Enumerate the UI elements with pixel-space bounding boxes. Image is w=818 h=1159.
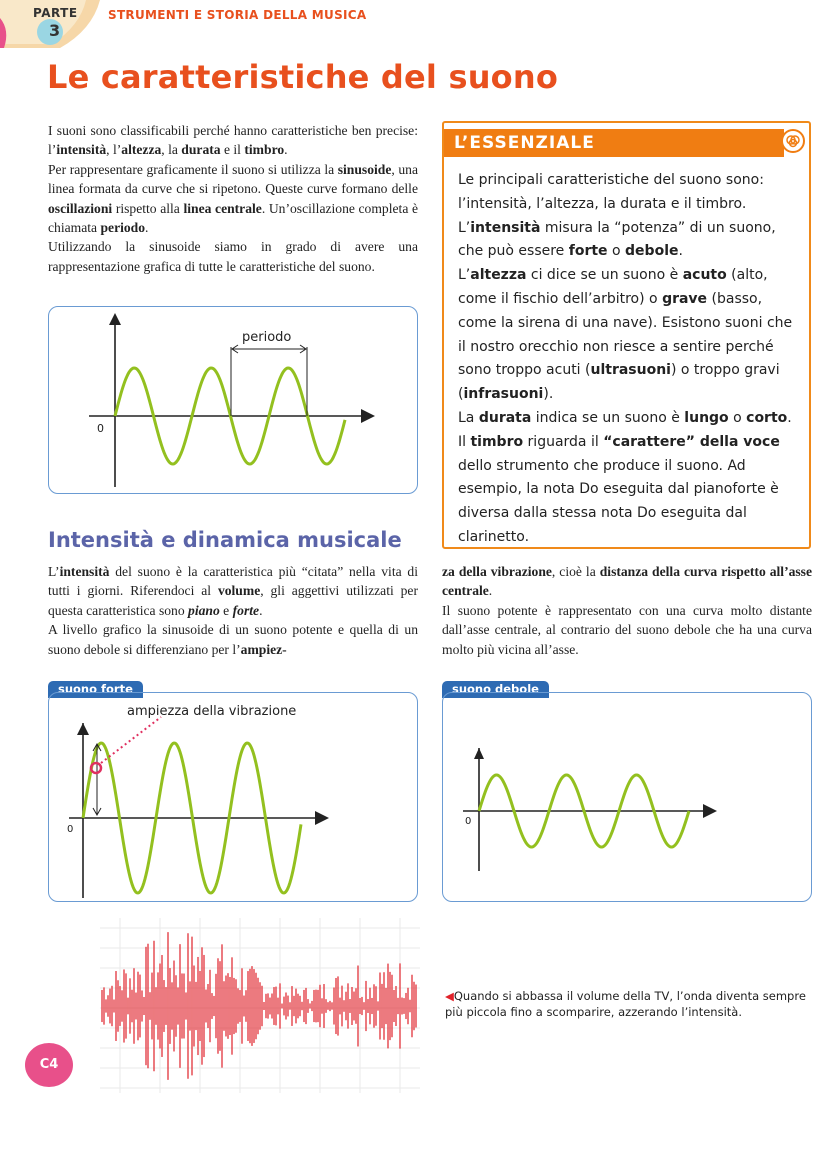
origin-label: 0 <box>465 816 472 827</box>
text-column-right <box>442 562 812 659</box>
essenziale-heading: L’ESSENZIALE <box>444 129 784 157</box>
part-number: 3 <box>49 21 61 40</box>
audio-waveform-image <box>100 918 420 1093</box>
sinusoid-graph <box>49 307 419 495</box>
essenziale-body <box>458 169 803 550</box>
intro-paragraph-1: I suoni sono classificabili perché hanno caratteristiche ben precise: l’intensità, l’altezza, la durata e il timbro. <box>48 123 418 158</box>
forte-graph <box>49 693 419 903</box>
y-axis-arrow-icon <box>109 313 121 325</box>
debole-graph <box>443 693 813 903</box>
origin-label: 0 <box>97 422 104 435</box>
essenziale-line-5: Il timbro riguarda il “carattere” della voce dello strumento che produce il suono. Ad esempio, la nota Do eseguita dal pianoforte è diversa dalla stessa nota Do eseguita dal clarinetto. <box>458 433 780 545</box>
intro-text <box>48 121 418 276</box>
x-axis-arrow-icon <box>361 409 375 423</box>
essenziale-line-2: L’intensità misura la “potenza” di un suono, che può essere forte o debole. <box>458 219 776 260</box>
page-title: Le caratteristiche del suono <box>47 58 559 96</box>
sinusoid-diagram <box>48 306 418 494</box>
period-label: periodo <box>242 330 292 345</box>
part-label: PARTE <box>33 6 78 20</box>
text-column-left <box>48 562 418 659</box>
page-number-badge: C4 <box>25 1043 73 1087</box>
right-paragraph-1: za della vibrazione, cioè la distanza della curva rispetto all’asse centrale. <box>442 564 813 599</box>
right-paragraph-2: Il suono potente è rappresentato con una curva molto distante dall’asse centrale, al contrario del suono debole che ha una curva molto più vicina all’asse. <box>442 602 812 657</box>
left-paragraph-2: A livello grafico la sinusoide di un suono potente e quella di un suono debole si differenziano per l’ampiez- <box>48 622 418 657</box>
debole-diagram <box>442 692 812 902</box>
left-paragraph-1: L’intensità del suono è la caratteristica più “citata” nella vita di tutti i giorni. Riferendoci al volume, gli aggettivi utilizzati per questa caratteristica sono piano e forte. <box>48 564 418 618</box>
tag-suono-debole: suono debole <box>442 681 549 698</box>
amplitude-label: ampiezza della vibrazione <box>127 704 297 719</box>
amplitude-pointer <box>101 717 161 763</box>
y-axis-arrow-icon <box>474 748 484 759</box>
brain-icon <box>781 129 805 153</box>
caption-pointer-icon: ◀ <box>445 989 454 1003</box>
section-title: STRUMENTI E STORIA DELLA MUSICA <box>108 8 367 22</box>
tag-suono-forte: suono forte <box>48 681 143 698</box>
essenziale-line-4: La durata indica se un suono è lungo o corto. <box>458 409 792 426</box>
essenziale-box <box>442 121 811 549</box>
origin-label: 0 <box>67 824 74 835</box>
essenziale-line-1: Le principali caratteristiche del suono sono: l’intensità, l’altezza, la durata e il timbro. <box>458 172 764 212</box>
forte-diagram <box>48 692 418 902</box>
essenziale-line-3: L’altezza ci dice se un suono è acuto (alto, come il fischio dell’arbitro) o grave (basso, come la sirena di una nave). Esistono suoni che il nostro orecchio non riesce a sentire perché sono troppo acuti (ultrasuoni) o troppo gravi (infrasuoni). <box>458 267 793 403</box>
section-subtitle: Intensità e dinamica musicale <box>48 528 402 552</box>
x-axis-arrow-icon <box>315 811 329 825</box>
x-axis-arrow-icon <box>703 804 717 818</box>
intro-paragraph-2: Per rappresentare graficamente il suono si utilizza la sinusoide, una linea formata da curve che si ripetono. Queste curve formano delle oscillazioni rispetto alla linea centrale. Un’oscillazione completa è chiamata periodo. <box>48 161 419 236</box>
y-axis-arrow-icon <box>77 723 89 735</box>
intro-paragraph-3: Utilizzando la sinusoide siamo in grado di avere una rappresentazione grafica di tutte le caratteristiche del suono. <box>48 239 418 274</box>
caption: ◀Quando si abbassa il volume della TV, l’onda diventa sempre più piccola fino a scomparire, azzerando l’intensità. <box>445 989 806 1019</box>
